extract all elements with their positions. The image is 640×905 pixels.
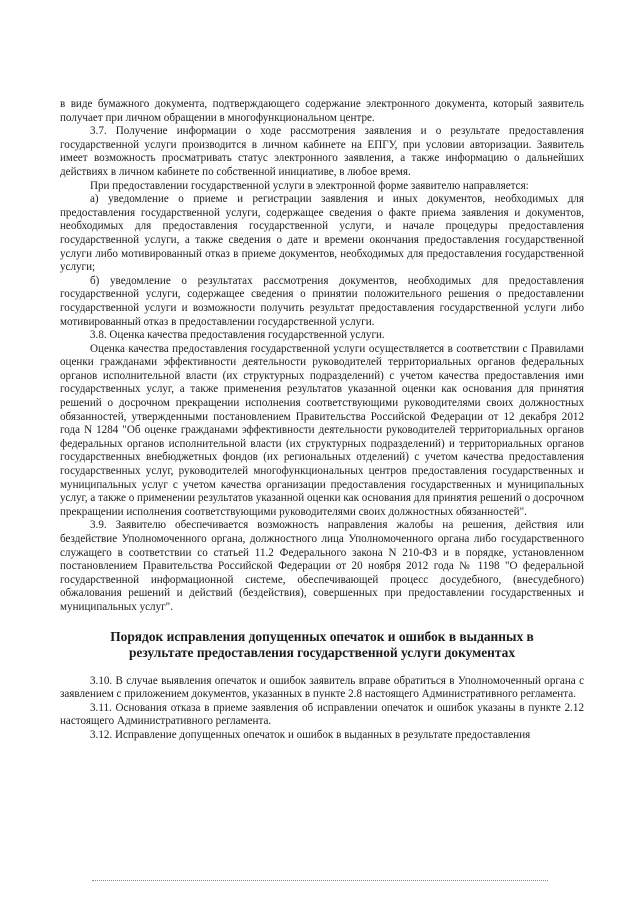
spacer	[60, 615, 584, 629]
document-body-bottom	[60, 675, 584, 743]
paragraph: 3.7. Получение информации о ходе рассмотрения заявления и о результате предоставления государственной услуги производится в личном кабинете на ЕПГУ, при условии авторизации. Заявитель имеет возможность просматривать статус электронного заявления, а также информацию о дальнейших действиях в личном кабинете по собственной инициативе, в любое время.	[60, 125, 584, 178]
paragraph: При предоставлении государственной услуги в электронной форме заявителю направляется:	[90, 179, 529, 192]
paragraph: 3.8. Оценка качества предоставления государственной услуги.	[90, 329, 385, 342]
paragraph: 3.9. Заявителю обеспечивается возможность направления жалобы на решения, действия или бездействие Уполномоченного органа, должностного лица Уполномоченного органа либо государственного служащего в соответствии со статьей 11.2 Федерального закона N 210-ФЗ и в порядке, установленном постановлением Правительства Российской Федерации от 20 ноября 2012 года № 1198 "О федеральной государственной информационной системе, обеспечивающей процесс досудебного, (внесудебного) обжалования решений и действий (бездействия), совершенных при предоставлении государственных и муниципальных услуг".	[60, 519, 584, 613]
paragraph: 3.11. Основания отказа в приеме заявления об исправлении опечаток и ошибок указаны в пункте 2.12 настоящего Административного регламента.	[60, 701, 584, 728]
section-heading: Порядок исправления допущенных опечаток и ошибок в выданных в результате предоставления государственной услуги документах	[110, 628, 534, 660]
paragraph: а) уведомление о приеме и регистрации заявления и иных документов, необходимых для предоставления государственной услуги, содержащее сведения о факте приема заявления и документов, необходимых для предоставления государственной услуги, и начале процедуры предоставления государственной услуги, а также сведения о дате и времени окончания предоставления государственной услуги либо мотивированный отказ в приеме документов, необходимых для предоставления государственной услуги;	[60, 193, 584, 274]
paragraph: Оценка качества предоставления государственной услуги осуществляется в соответствии с Правилами оценки гражданами эффективности деятельности руководителей территориальных органов федеральных органов исполнительной власти (их структурных подразделений) с учетом качества предоставления ими государственных услуг, а также применения результатов указанной оценки как основания для принятия решений о досрочном прекращении исполнения соответствующими руководителями своих должностных обязанностей, утвержденными постановлением Правительства Российской Федерации от 12 декабря 2012 года N 1284 "Об оценке гражданами эффективности деятельности руководителей территориальных органов федеральных органов исполнительной власти (их структурных подразделений) и территориальных органов государственных внебюджетных фондов (их региональных отделений) с учетом качества предоставления государственных услуг, руководителей многофункциональных центров предоставления государственных и муниципальных услуг с учетом качества организации предоставления государственных и муниципальных услуг, а также о применении результатов указанной оценки как основания для принятия решений о досрочном прекращении исполнения соответствующими руководителями своих должностных обязанностей".	[60, 342, 584, 518]
paragraph: 3.12. Исправление допущенных опечаток и ошибок в выданных в результате предоставления	[90, 728, 531, 741]
paragraph: 3.10. В случае выявления опечаток и ошибок заявитель вправе обратиться в Уполномоченный органа с заявлением с приложением документов, указанных в пункте 2.8 настоящего Административного регламента.	[60, 674, 584, 701]
spacer	[60, 661, 584, 675]
paragraph: б) уведомление о результатах рассмотрения документов, необходимых для предоставления государственной услуги, содержащее сведения о принятии положительного решения о предоставлении государственной услуги и возможности получить результат предоставления государственной услуги либо мотивированный отказ в предоставлении государственной услуги.	[60, 274, 584, 328]
document-body-top	[60, 98, 584, 615]
footer-divider	[92, 880, 548, 881]
paragraph: в виде бумажного документа, подтверждающего содержание электронного документа, который заявитель получает при личном обращении в многофункциональном центре.	[60, 98, 584, 124]
